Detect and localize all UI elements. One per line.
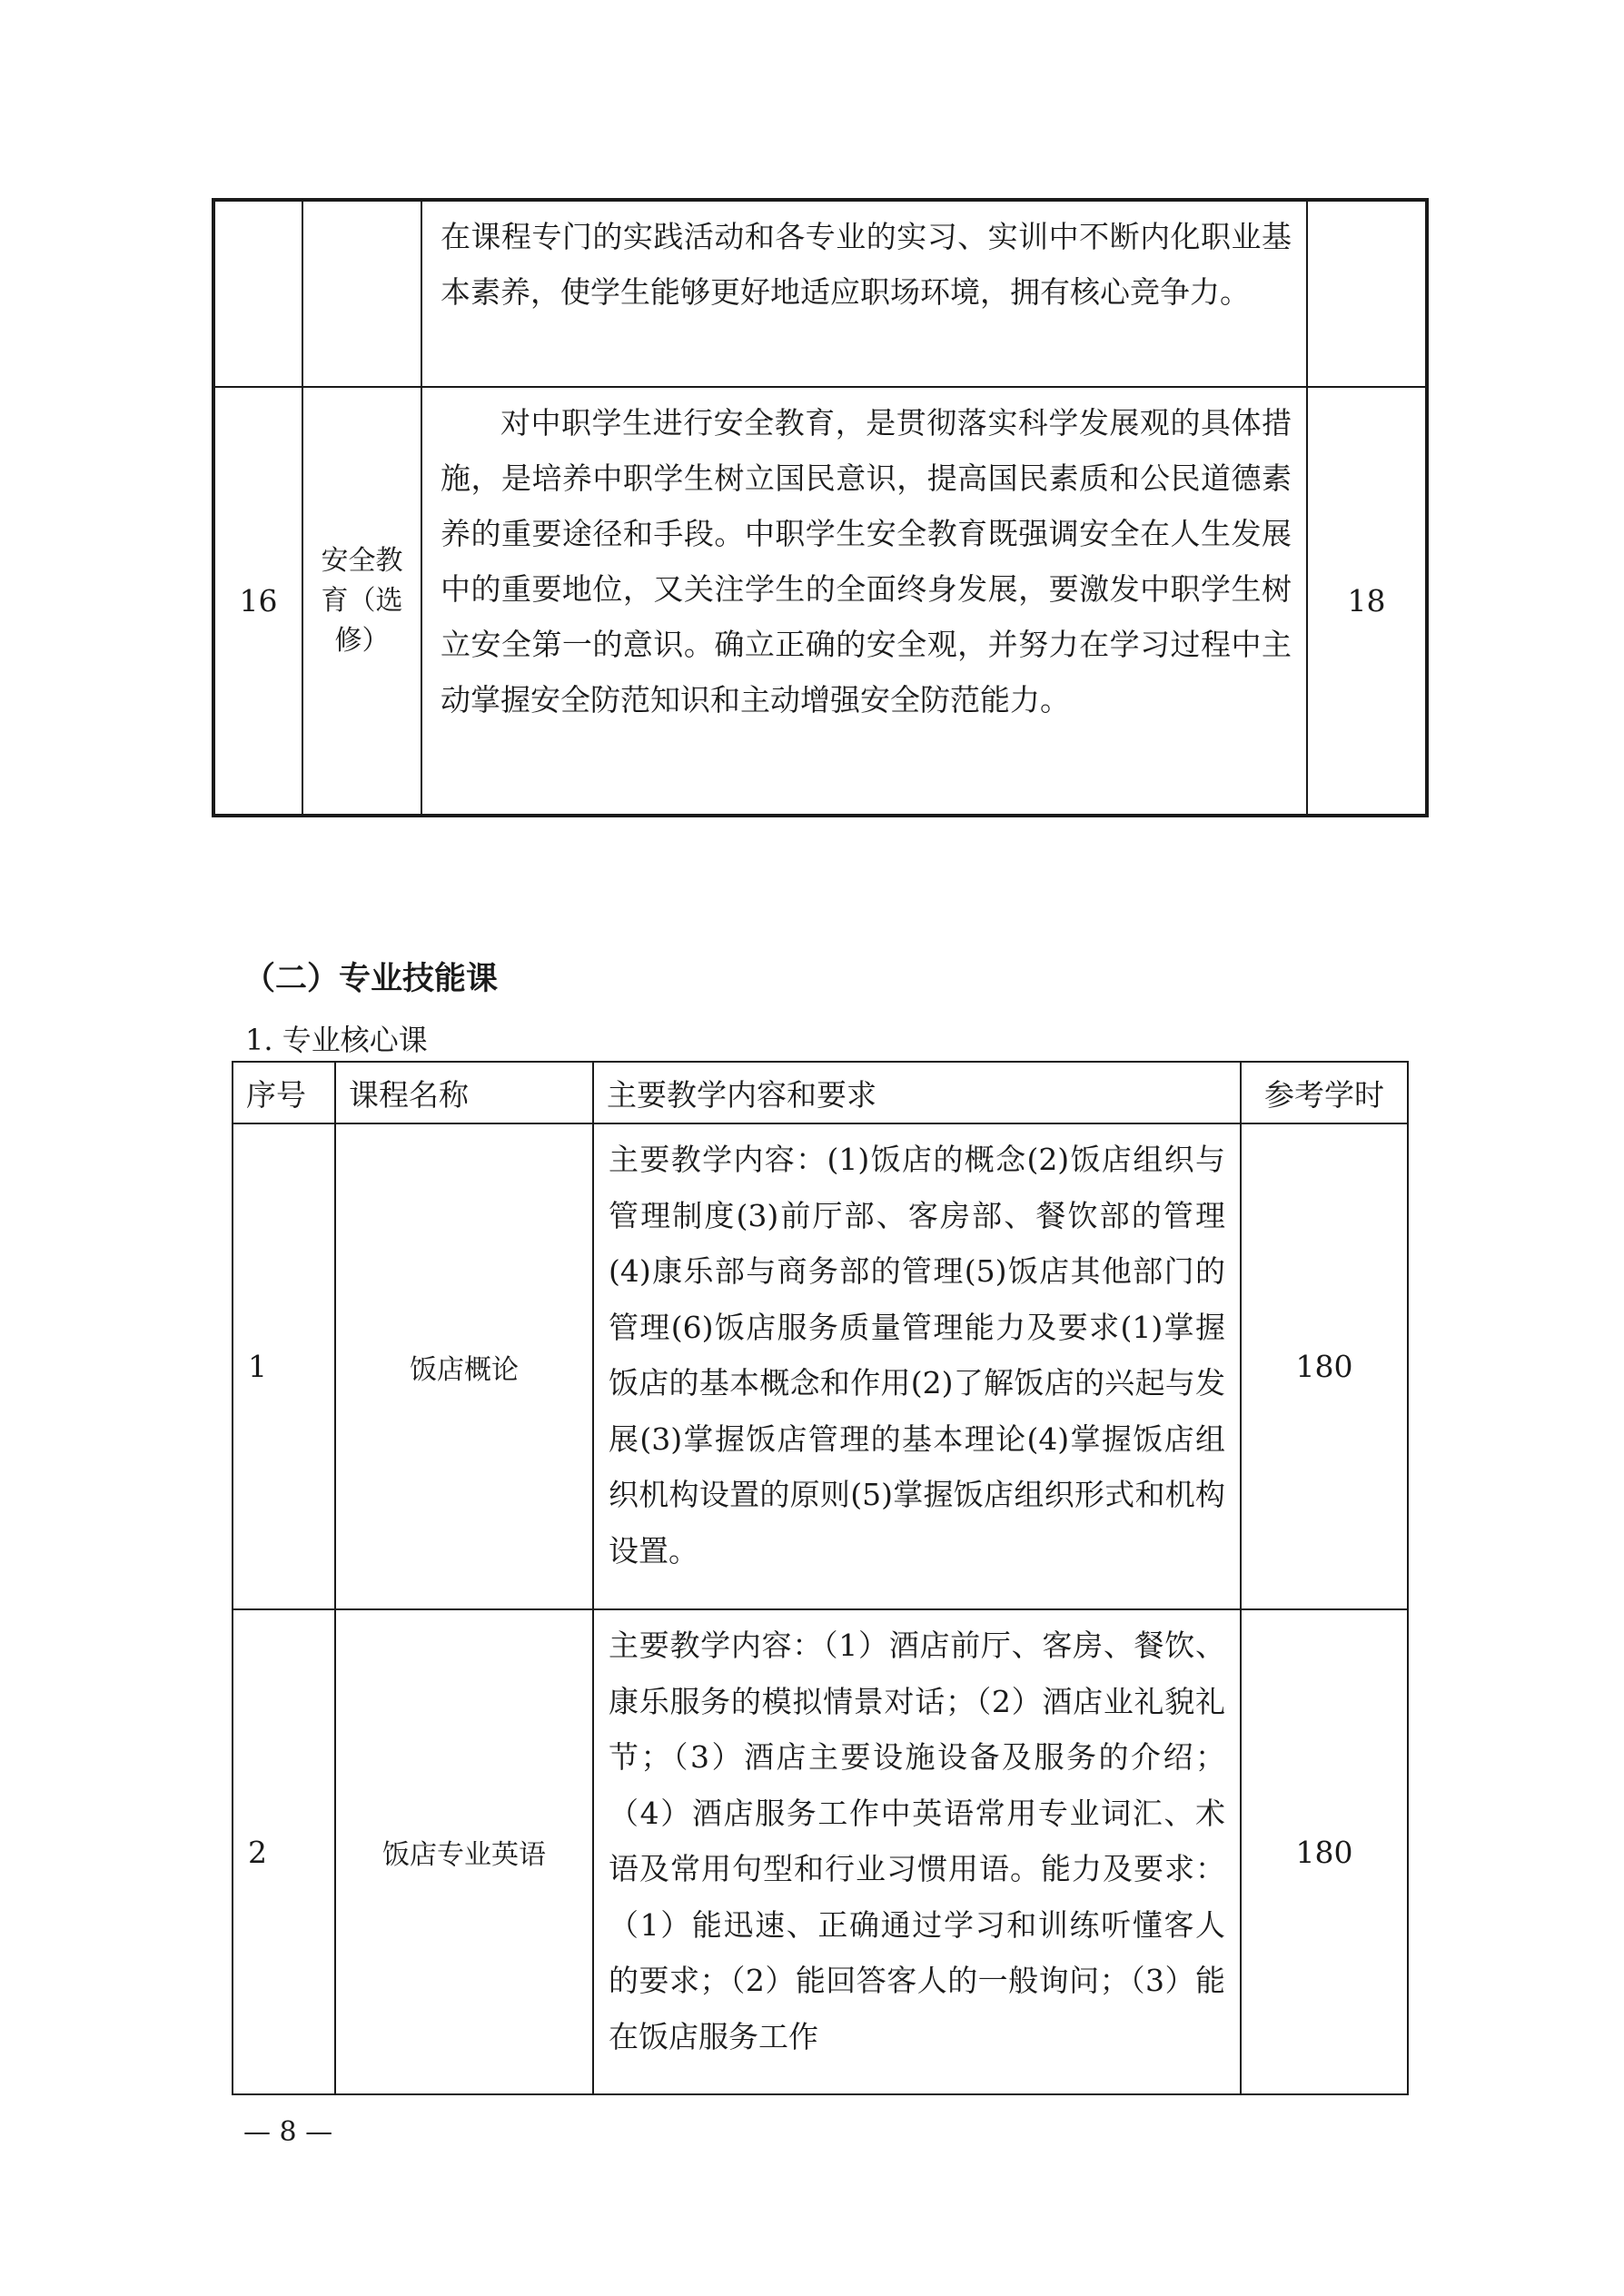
- row-seq: [213, 200, 302, 387]
- row-hours: 180: [1241, 1609, 1408, 2094]
- table-row: [213, 200, 1427, 387]
- core-course-table: [232, 1061, 1409, 2095]
- row-hours: 18: [1307, 387, 1427, 816]
- header-seq: 序号: [233, 1062, 335, 1123]
- section-heading: （二）专业技能课: [243, 961, 499, 997]
- row-content: 对中职学生进行安全教育，是贯彻落实科学发展观的具体措施，是培养中职学生树立国民意识，提高国民素质和公民道德素养的重要途径和手段。中职学生安全教育既强调安全在人生发展中的重要地位，又关注学生的全面终身发展，要激发中职学生树立安全第一的意识。确立正确的安全观，并努力在学习过程中主动掌握安全防范知识和主动增强安全防范能力。: [421, 387, 1307, 816]
- table-header-row: [233, 1062, 1408, 1123]
- row-content: 在课程专门的实践活动和各专业的实习、实训中不断内化职业基本素养，使学生能够更好地适应职场环境，拥有核心竞争力。: [421, 200, 1307, 387]
- header-course-name: 课程名称: [335, 1062, 593, 1123]
- safety-education-table: [212, 198, 1429, 817]
- row-content: 主要教学内容：(1)饭店的概念(2)饭店组织与管理制度(3)前厅部、客房部、餐饮部的管理(4)康乐部与商务部的管理(5)饭店其他部门的管理(6)饭店服务质量管理能力及要求(1)掌握饭店的基本概念和作用(2)了解饭店的兴起与发展(3)掌握饭店管理的基本理论(4)掌握饭店组织机构设置的原则(5)掌握饭店组织形式和机构设置。: [593, 1123, 1241, 1609]
- table-row: [213, 387, 1427, 816]
- page-number: — 8 —: [243, 2116, 333, 2148]
- row-hours: 180: [1241, 1123, 1408, 1609]
- row-seq: 2: [233, 1609, 335, 2094]
- row-course-name: 饭店概论: [335, 1123, 593, 1609]
- row-content: 主要教学内容：（1）酒店前厅、客房、餐饮、康乐服务的模拟情景对话；（2）酒店业礼貌礼节；（3）酒店主要设施设备及服务的介绍；（4）酒店服务工作中英语常用专业词汇、术语及常用句型和行业习惯用语。能力及要求：（1）能迅速、正确通过学习和训练听懂客人的要求；（2）能回答客人的一般询问；（3）能在饭店服务工作: [593, 1609, 1241, 2094]
- row-hours: [1307, 200, 1427, 387]
- header-hours: 参考学时: [1241, 1062, 1408, 1123]
- row-seq: 16: [213, 387, 302, 816]
- row-course-name: 安全教育（选修）: [302, 387, 421, 816]
- row-seq: 1: [233, 1123, 335, 1609]
- table-row: [233, 1123, 1408, 1609]
- sub-heading: 1. 专业核心课: [245, 1023, 428, 1057]
- header-content: 主要教学内容和要求: [593, 1062, 1241, 1123]
- table-row: [233, 1609, 1408, 2094]
- row-course-name: 饭店专业英语: [335, 1609, 593, 2094]
- row-course-name: [302, 200, 421, 387]
